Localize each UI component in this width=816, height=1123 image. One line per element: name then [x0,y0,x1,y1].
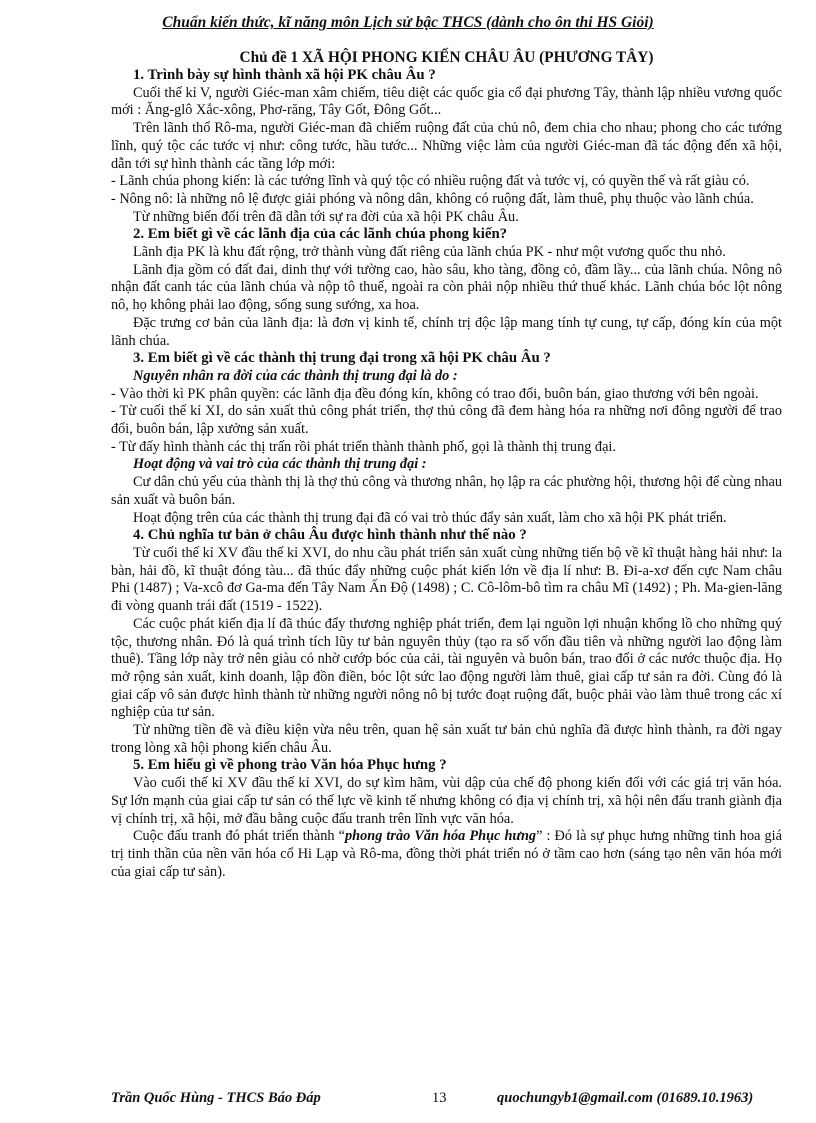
question-2-heading: 2. Em biết gì về các lãnh địa của các lãnh chúa phong kiến? [133,226,508,243]
text-run: Cuộc đấu tranh đó phát triển thành “ [133,828,345,845]
paragraph: - Từ đấy hình thành các thị trấn rồi phát triển thành thành phố, gọi là thành thị trung đại. [111,438,616,455]
page-number: 13 [432,1090,447,1106]
paragraph: - Lãnh chúa phong kiến: là các tướng lĩnh và quý tộc có nhiều ruộng đất và tước vị, có quyền thế và rất giàu có. [111,173,750,190]
question-5-heading: 5. Em hiểu gì về phong trào Văn hóa Phục hưng ? [133,757,447,774]
paragraph: - Nông nô: là những nô lệ được giải phóng và nông dân, không có ruộng đất, làm thuê, phụ thuộc vào lãnh chúa. [111,190,754,207]
paragraph: Cuối thế kỉ V, người Giéc-man xâm chiếm, tiêu diệt các quốc gia cổ đại phương Tây, thành lập nhiều vương quốc mới : Ăng-glô Xắc-xông, Phơ-răng, Tây Gốt, Đông Gốt... [111,84,782,119]
paragraph: Đặc trưng cơ bản của lãnh địa: là đơn vị kinh tế, chính trị độc lập mang tính tự cung, tự cấp, đóng kín của một lãnh chúa. [111,314,782,349]
question-1-heading: 1. Trình bày sự hình thành xã hội PK châu Âu ? [133,67,436,83]
page-header: Chuẩn kiến thức, kĩ năng môn Lịch sử bậc THCS (dành cho ôn thi HS Giỏi) [162,14,654,31]
subheading: Nguyên nhân ra đời của các thành thị trung đại là do : [133,367,458,384]
paragraph: Từ những biến đổi trên đã dẫn tới sự ra đời của xã hội PK châu Âu. [133,208,519,225]
paragraph: - Từ cuối thế kỉ XI, do sản xuất thủ công phát triển, thợ thủ công đã đem hàng hóa ra những nơi đông người để trao đổi, buôn bán, lập xưởng sản xuất. [111,403,782,438]
paragraph: Lãnh địa PK là khu đất rộng, trở thành vùng đất riêng của lãnh chúa PK - như một vương quốc thu nhỏ. [133,244,726,261]
paragraph: Lãnh địa gồm có đất đai, dinh thự với tường cao, hào sâu, kho tàng, đồng cỏ, đầm lầy... của lãnh chúa. Nông nô nhận đất canh tác của lãnh chúa và nộp tô thuế, ngoài ra còn phải nộp nhiều thứ thuế khác. Lãnh chúa bóc lột nông nô, họ không phải lao động, sống sung sướng, xa hoa. [111,261,782,314]
emphasis-text: phong trào Văn hóa Phục hưng [345,828,537,845]
paragraph: Từ cuối thế kỉ XV đầu thế kỉ XVI, do nhu cầu phát triển sản xuất cùng những tiến bộ về kĩ thuật hàng hải như: la bàn, hải đồ, kĩ thuật đóng tàu... đã thúc đẩy những cuộc phát kiến lớn về địa lí như: B. Đi-a-xơ đến cực Nam châu Phi (1487) ; Va-xcô đơ Ga-ma đến Tây Nam Ấn Độ (1498) ; C. Cô-lôm-bô tìm ra châu Mĩ (1492) ; Ph. Ma-gien-lăng đi vòng quanh trái đất (1519 - 1522). [111,544,782,615]
paragraph: Trên lãnh thổ Rô-ma, người Giéc-man đã chiếm ruộng đất của chủ nô, đem chia cho nhau; phong cho các tướng lĩnh, quý tộc các tước vị như: công tước, hầu tước... Những việc làm của người Giéc-man đã tác động đến xã hội, dẫn tới sự hình thành các tầng lớp mới: [111,120,782,172]
paragraph: Vào cuối thế kỉ XV đầu thế kỉ XVI, do sự kìm hãm, vùi dập của chế độ phong kiến đối với các giá trị văn hóa. Sự lớn mạnh của giai cấp tư sản có thế lực về kinh tế nhưng không có địa vị chính trị, xã hội nên đấu tranh giành địa vị chính trị, xã hội, mở đầu bằng cuộc đấu tranh trên lĩnh vực văn hóa. [111,775,782,827]
text-run: ” : Đó là sự phục hưng những tinh hoa giá trị tinh thần của nền văn hóa cổ Hi Lạp và Rô-ma, đồng thời phát triển nó ở tầm cao hơn (sáng tạo nên văn hóa mới của giai cấp tư sản). [111,828,782,880]
subheading: Hoạt động và vai trò của các thành thị trung đại : [133,456,427,473]
paragraph [111,828,782,881]
paragraph: - Vào thời kì PK phân quyền: các lãnh địa đều đóng kín, không có trao đổi, buôn bán, giao thương với bên ngoài. [111,385,759,402]
paragraph: Từ những tiền đề và điều kiện vừa nêu trên, quan hệ sản xuất tư bản chủ nghĩa đã được hình thành, ra đời ngay trong lòng xã hội phong kiến châu Âu. [111,722,782,756]
paragraph: Hoạt động trên của các thành thị trung đại đã có vai trò thúc đẩy sản xuất, làm cho xã hội PK phát triển. [133,509,727,526]
question-4-heading: 4. Chủ nghĩa tư bản ở châu Âu được hình thành như thế nào ? [133,527,527,544]
topic-title: Chủ đề 1 XÃ HỘI PHONG KIẾN CHÂU ÂU (PHƯƠNG TÂY) [239,49,654,66]
document-body [111,48,782,881]
paragraph: Cư dân chủ yếu của thành thị là thợ thủ công và thương nhân, họ lập ra các phường hội, thương hội để cùng nhau sản xuất và buôn bán. [111,474,782,508]
question-3-heading: 3. Em biết gì về các thành thị trung đại trong xã hội PK châu Âu ? [133,350,551,367]
footer-author: Trần Quốc Hùng - THCS Báo Đáp [111,1090,321,1106]
footer-contact: quochungyb1@gmail.com (01689.10.1963) [497,1090,754,1106]
paragraph: Các cuộc phát kiến địa lí đã thúc đẩy thương nghiệp phát triển, đem lại nguồn lợi nhuận khổng lồ cho những quý tộc, thương nhân. Đó là quá trình tích lũy tư bản nguyên thủy (tạo ra số vốn đầu tiên và những người lao động làm thuê). Tầng lớp này trở nên giàu có nhờ cướp bóc của cải, tài nguyên và buôn bán, trao đổi ở các nước thuộc địa. Họ mở rộng sản xuất, kinh doanh, lập đồn điền, bóc lột sức lao động người làm thuê, giai cấp tư sản ra đời. Cùng đó là giai cấp vô sản được hình thành từ những người nông nô bị tước đoạt ruộng đất, buộc phải vào làm thuê trong các xí nghiệp của tư sản. [111,615,782,721]
